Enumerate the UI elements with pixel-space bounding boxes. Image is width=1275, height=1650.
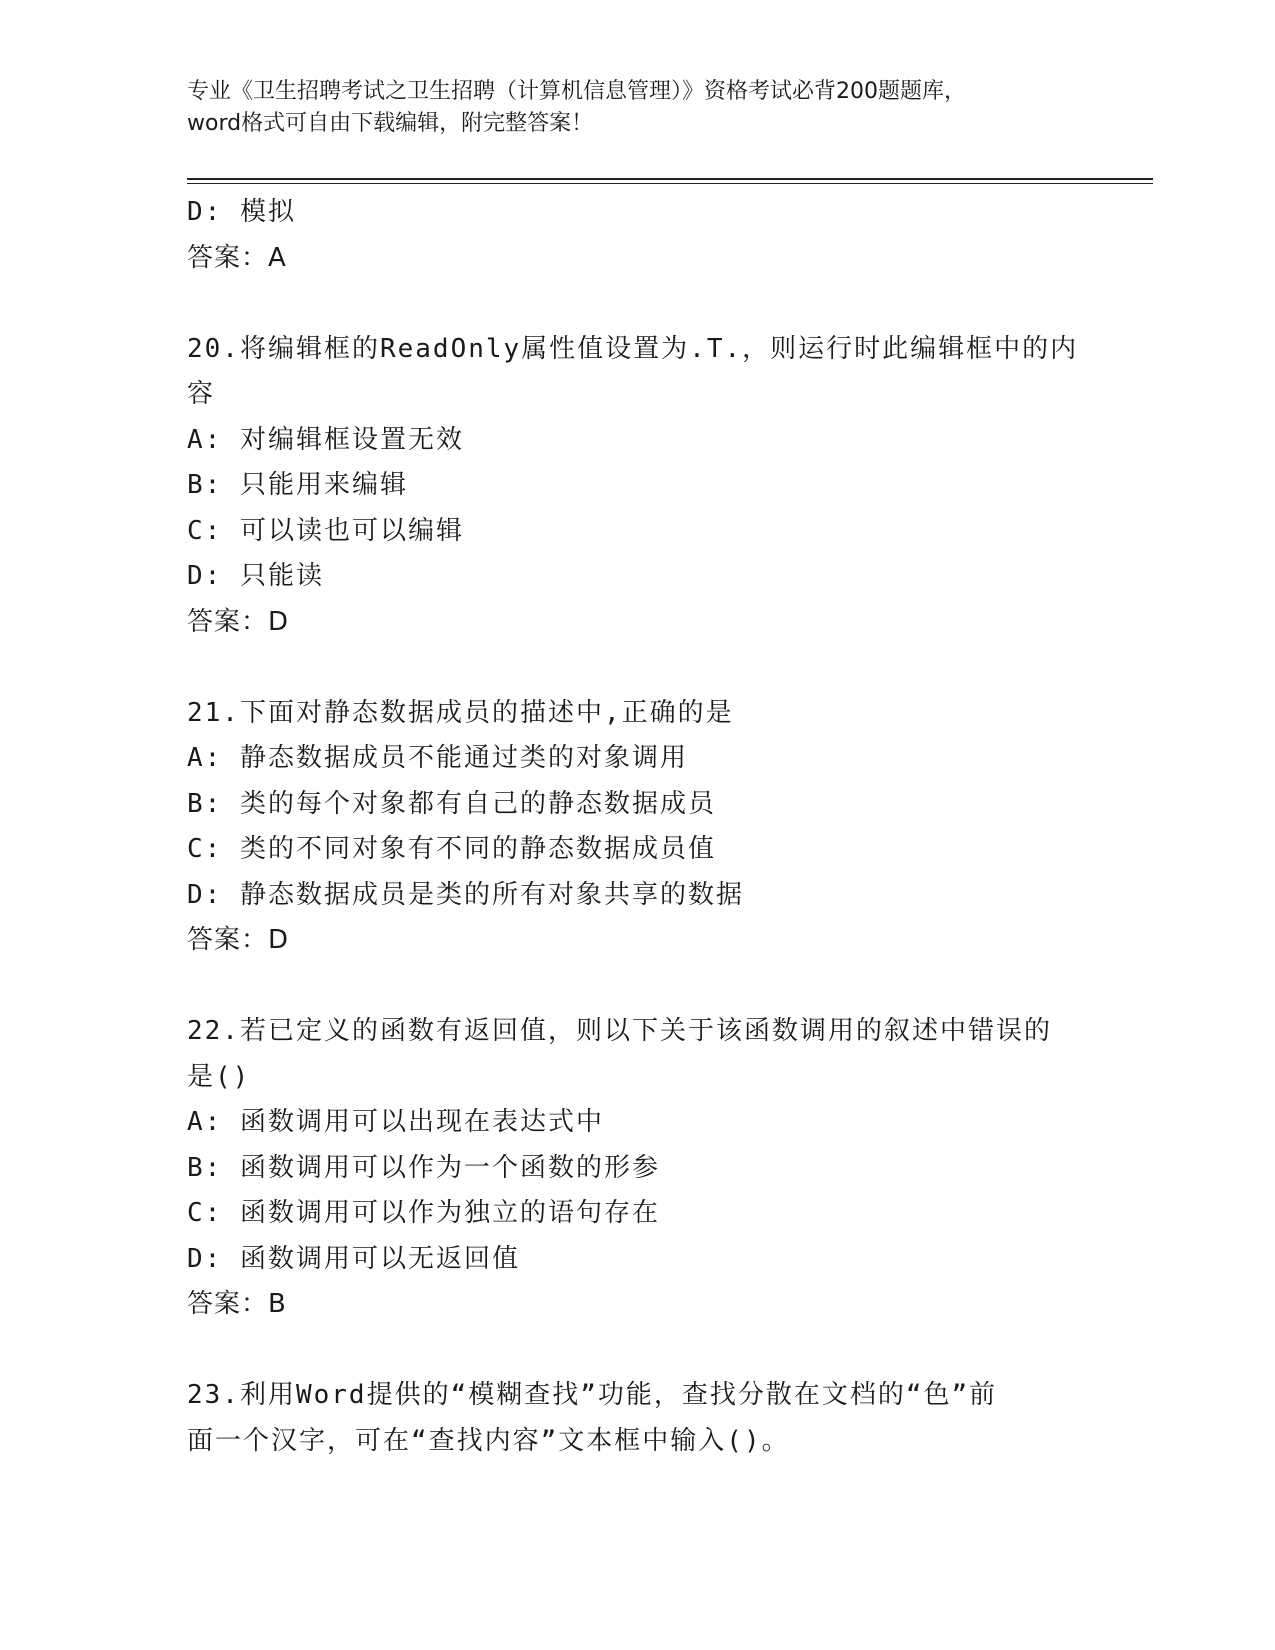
answer-line: 答案：D bbox=[187, 925, 290, 955]
answer-line: 答案：D bbox=[187, 606, 290, 637]
spacer bbox=[187, 645, 1087, 691]
option-d: D: 模拟 bbox=[187, 197, 296, 227]
question-22 bbox=[187, 1009, 1087, 1328]
question-stem-continued: 容 bbox=[187, 379, 216, 409]
question-23 bbox=[187, 1373, 1087, 1464]
option-b: B: 类的每个对象都有自己的静态数据成员 bbox=[187, 788, 716, 819]
header-line-1: 专业《卫生招聘考试之卫生招聘（计算机信息管理）》资格考试必背200题题库， bbox=[187, 79, 966, 104]
option-c: C: 函数调用可以作为独立的语句存在 bbox=[187, 1198, 660, 1228]
option-c: C: 可以读也可以编辑 bbox=[187, 515, 464, 546]
option-a: A: 函数调用可以出现在表达式中 bbox=[187, 1107, 604, 1137]
question-20 bbox=[187, 327, 1087, 646]
spacer bbox=[187, 964, 1087, 1010]
answer-line: 答案：B bbox=[187, 1289, 287, 1319]
option-d: D: 只能读 bbox=[187, 561, 324, 591]
spacer bbox=[187, 1328, 1087, 1374]
question-list bbox=[187, 190, 1087, 1464]
question-stem: 21.下面对静态数据成员的描述中,正确的是 bbox=[187, 697, 734, 728]
option-a: A: 对编辑框设置无效 bbox=[187, 424, 464, 455]
option-a: A: 静态数据成员不能通过类的对象调用 bbox=[187, 743, 688, 773]
question-stem-continued: 是() bbox=[187, 1061, 251, 1092]
question-19-tail bbox=[187, 190, 1087, 281]
question-stem-continued: 面一个汉字，可在“查找内容”文本框中输入()。 bbox=[187, 1425, 790, 1456]
option-d: D: 静态数据成员是类的所有对象共享的数据 bbox=[187, 879, 744, 910]
option-c: C: 类的不同对象有不同的静态数据成员值 bbox=[187, 834, 716, 864]
document-header bbox=[187, 76, 1087, 140]
question-stem: 20.将编辑框的ReadOnly属性值设置为.T.，则运行时此编辑框中的内 bbox=[187, 333, 1079, 364]
answer-line: 答案：A bbox=[187, 242, 287, 273]
question-stem: 23.利用Word提供的“模糊查找”功能，查找分散在文档的“色”前 bbox=[187, 1380, 998, 1410]
header-divider-thick bbox=[187, 178, 1153, 180]
question-stem: 22.若已定义的函数有返回值，则以下关于该函数调用的叙述中错误的 bbox=[187, 1016, 1052, 1046]
option-b: B: 只能用来编辑 bbox=[187, 470, 408, 500]
header-divider-thin bbox=[187, 183, 1153, 184]
option-d: D: 函数调用可以无返回值 bbox=[187, 1243, 520, 1274]
spacer bbox=[187, 281, 1087, 327]
option-b: B: 函数调用可以作为一个函数的形参 bbox=[187, 1152, 660, 1183]
header-line-2: word格式可自由下载编辑，附完整答案！ bbox=[187, 111, 594, 136]
question-21 bbox=[187, 691, 1087, 964]
